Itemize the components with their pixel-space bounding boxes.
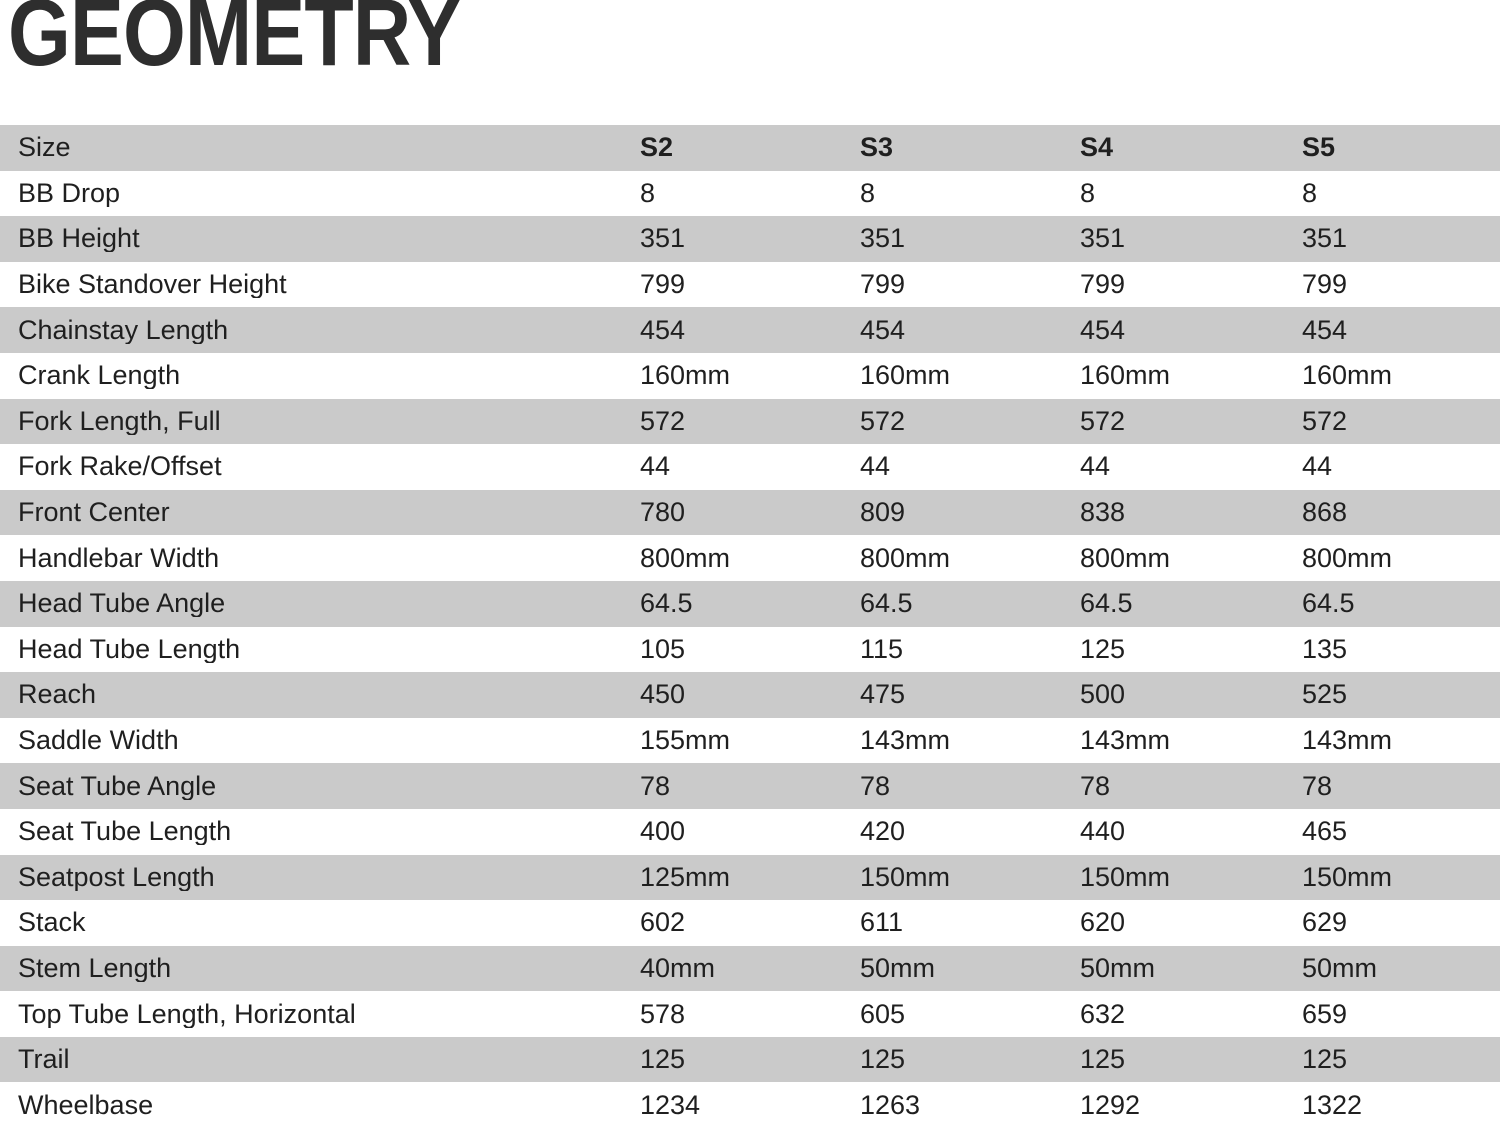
cell-value: 800mm bbox=[1302, 544, 1393, 572]
cell-value: 64.5 bbox=[1080, 590, 1133, 618]
row-label: Stem Length bbox=[18, 954, 172, 982]
cell-value: 125 bbox=[1302, 1046, 1348, 1074]
table-row bbox=[0, 262, 1500, 308]
cell-value: 160mm bbox=[1302, 362, 1393, 390]
cell-value: 800mm bbox=[1080, 544, 1171, 572]
cell-value: 351 bbox=[860, 225, 906, 253]
table-row bbox=[0, 718, 1500, 764]
table-row bbox=[0, 353, 1500, 399]
row-label: Fork Length, Full bbox=[18, 407, 221, 435]
cell-value: 150mm bbox=[1302, 863, 1393, 891]
cell-value: 125 bbox=[1080, 1046, 1126, 1074]
header-col-s5: S5 bbox=[1302, 134, 1336, 162]
cell-value: 620 bbox=[1080, 909, 1126, 937]
cell-value: 78 bbox=[1302, 772, 1333, 800]
cell-value: 525 bbox=[1302, 681, 1348, 709]
table-row bbox=[0, 991, 1500, 1037]
cell-value: 351 bbox=[1080, 225, 1126, 253]
row-label: Fork Rake/Offset bbox=[18, 453, 222, 481]
row-label: Saddle Width bbox=[18, 727, 179, 755]
cell-value: 160mm bbox=[860, 362, 951, 390]
cell-value: 78 bbox=[860, 772, 891, 800]
cell-value: 809 bbox=[860, 499, 906, 527]
cell-value: 440 bbox=[1080, 818, 1126, 846]
table-row bbox=[0, 1082, 1500, 1125]
cell-value: 1322 bbox=[1302, 1091, 1363, 1119]
table-row bbox=[0, 946, 1500, 992]
table-row bbox=[0, 855, 1500, 901]
cell-value: 500 bbox=[1080, 681, 1126, 709]
cell-value: 799 bbox=[1080, 271, 1126, 299]
header-size-label: Size bbox=[18, 134, 71, 162]
row-label: Handlebar Width bbox=[18, 544, 220, 572]
table-row bbox=[0, 216, 1500, 262]
page-title: GEOMETRY bbox=[8, 0, 461, 86]
row-label: Chainstay Length bbox=[18, 316, 229, 344]
cell-value: 8 bbox=[640, 179, 656, 207]
cell-value: 8 bbox=[1080, 179, 1096, 207]
cell-value: 838 bbox=[1080, 499, 1126, 527]
cell-value: 8 bbox=[1302, 179, 1318, 207]
cell-value: 50mm bbox=[860, 954, 936, 982]
cell-value: 800mm bbox=[860, 544, 951, 572]
cell-value: 64.5 bbox=[640, 590, 693, 618]
cell-value: 150mm bbox=[1080, 863, 1171, 891]
row-label: Seatpost Length bbox=[18, 863, 215, 891]
row-label: Head Tube Angle bbox=[18, 590, 226, 618]
cell-value: 135 bbox=[1302, 635, 1348, 663]
header-col-s2: S2 bbox=[640, 134, 674, 162]
row-label: BB Drop bbox=[18, 179, 121, 207]
cell-value: 143mm bbox=[1302, 727, 1393, 755]
table-row bbox=[0, 1037, 1500, 1083]
cell-value: 115 bbox=[860, 635, 904, 663]
cell-value: 125 bbox=[860, 1046, 906, 1074]
cell-value: 572 bbox=[860, 407, 906, 435]
table-row bbox=[0, 171, 1500, 217]
header-col-s3: S3 bbox=[860, 134, 894, 162]
cell-value: 160mm bbox=[1080, 362, 1171, 390]
cell-value: 150mm bbox=[860, 863, 951, 891]
table-row bbox=[0, 900, 1500, 946]
row-label: Wheelbase bbox=[18, 1091, 154, 1119]
table-row bbox=[0, 444, 1500, 490]
cell-value: 160mm bbox=[640, 362, 731, 390]
row-label: Top Tube Length, Horizontal bbox=[18, 1000, 356, 1028]
row-label: Stack bbox=[18, 909, 86, 937]
cell-value: 572 bbox=[1302, 407, 1348, 435]
cell-value: 780 bbox=[640, 499, 686, 527]
row-label: Bike Standover Height bbox=[18, 271, 287, 299]
row-label: Front Center bbox=[18, 499, 170, 527]
cell-value: 50mm bbox=[1302, 954, 1378, 982]
cell-value: 420 bbox=[860, 818, 906, 846]
cell-value: 1292 bbox=[1080, 1091, 1141, 1119]
cell-value: 602 bbox=[640, 909, 686, 937]
cell-value: 454 bbox=[1302, 316, 1348, 344]
cell-value: 125mm bbox=[640, 863, 731, 891]
cell-value: 351 bbox=[1302, 225, 1348, 253]
cell-value: 799 bbox=[1302, 271, 1348, 299]
cell-value: 454 bbox=[1080, 316, 1126, 344]
cell-value: 155mm bbox=[640, 727, 731, 755]
cell-value: 632 bbox=[1080, 1000, 1126, 1028]
cell-value: 799 bbox=[640, 271, 686, 299]
cell-value: 605 bbox=[860, 1000, 906, 1028]
cell-value: 40mm bbox=[640, 954, 716, 982]
cell-value: 572 bbox=[640, 407, 686, 435]
cell-value: 454 bbox=[860, 316, 906, 344]
row-label: Seat Tube Angle bbox=[18, 772, 217, 800]
table-body bbox=[0, 171, 1500, 1125]
cell-value: 44 bbox=[860, 453, 891, 481]
table-row bbox=[0, 535, 1500, 581]
cell-value: 868 bbox=[1302, 499, 1348, 527]
row-label: Seat Tube Length bbox=[18, 818, 232, 846]
cell-value: 125 bbox=[640, 1046, 686, 1074]
table-row bbox=[0, 399, 1500, 445]
table-row bbox=[0, 490, 1500, 536]
cell-value: 475 bbox=[860, 681, 906, 709]
cell-value: 465 bbox=[1302, 818, 1348, 846]
cell-value: 44 bbox=[1302, 453, 1333, 481]
row-label: Head Tube Length bbox=[18, 635, 241, 663]
geometry-table bbox=[0, 125, 1500, 1125]
cell-value: 143mm bbox=[860, 727, 951, 755]
table-row bbox=[0, 627, 1500, 673]
cell-value: 44 bbox=[1080, 453, 1111, 481]
cell-value: 578 bbox=[640, 1000, 686, 1028]
table-row bbox=[0, 672, 1500, 718]
cell-value: 611 bbox=[860, 909, 904, 937]
cell-value: 143mm bbox=[1080, 727, 1171, 755]
row-label: Trail bbox=[18, 1046, 70, 1074]
cell-value: 629 bbox=[1302, 909, 1348, 937]
cell-value: 659 bbox=[1302, 1000, 1348, 1028]
cell-value: 799 bbox=[860, 271, 906, 299]
table-row bbox=[0, 809, 1500, 855]
row-label: Crank Length bbox=[18, 362, 181, 390]
cell-value: 50mm bbox=[1080, 954, 1156, 982]
cell-value: 1234 bbox=[640, 1091, 701, 1119]
cell-value: 1263 bbox=[860, 1091, 921, 1119]
cell-value: 8 bbox=[860, 179, 876, 207]
cell-value: 125 bbox=[1080, 635, 1126, 663]
row-label: Reach bbox=[18, 681, 97, 709]
table-row bbox=[0, 763, 1500, 809]
header-col-s4: S4 bbox=[1080, 134, 1114, 162]
cell-value: 44 bbox=[640, 453, 671, 481]
cell-value: 105 bbox=[640, 635, 686, 663]
row-label: BB Height bbox=[18, 225, 140, 253]
cell-value: 64.5 bbox=[860, 590, 913, 618]
table-row bbox=[0, 307, 1500, 353]
cell-value: 64.5 bbox=[1302, 590, 1355, 618]
cell-value: 454 bbox=[640, 316, 686, 344]
cell-value: 572 bbox=[1080, 407, 1126, 435]
cell-value: 351 bbox=[640, 225, 686, 253]
cell-value: 78 bbox=[1080, 772, 1111, 800]
cell-value: 400 bbox=[640, 818, 686, 846]
cell-value: 800mm bbox=[640, 544, 731, 572]
table-header-row bbox=[0, 125, 1500, 171]
table-row bbox=[0, 581, 1500, 627]
cell-value: 450 bbox=[640, 681, 686, 709]
cell-value: 78 bbox=[640, 772, 671, 800]
